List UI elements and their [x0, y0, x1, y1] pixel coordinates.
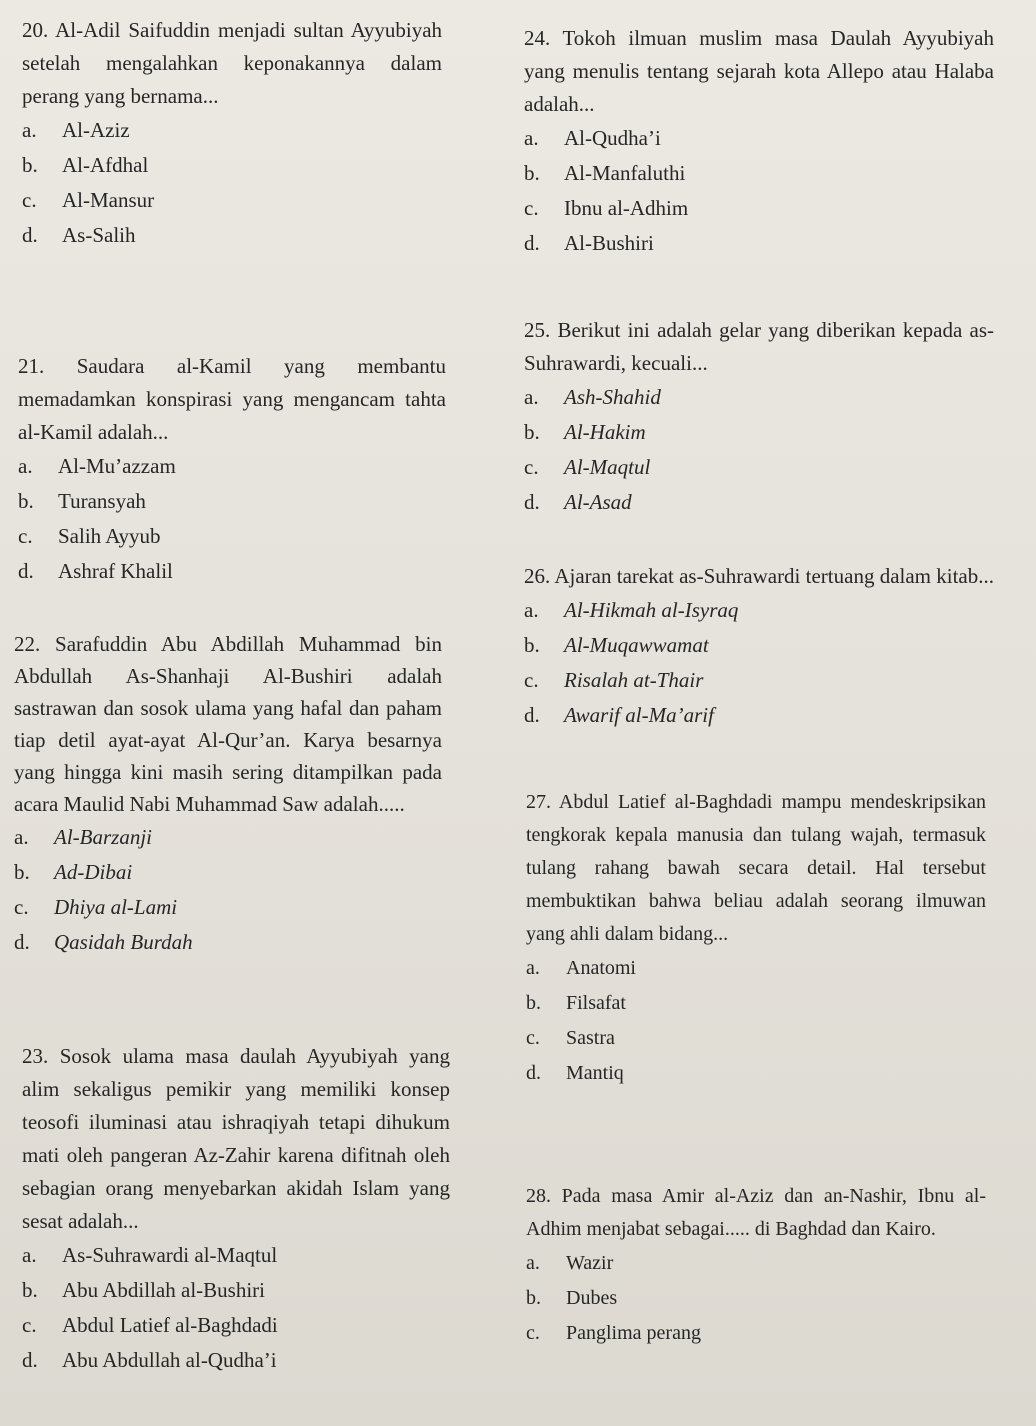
option-d[interactable]: d. Ashraf Khalil	[18, 559, 173, 583]
option-c[interactable]: c. Risalah at-Thair	[524, 668, 704, 692]
option-d[interactable]: d. Al-Asad	[524, 490, 632, 514]
option-list	[14, 820, 442, 960]
question-number: 21.	[18, 354, 45, 378]
option-b[interactable]: b. Al-Afdhal	[22, 153, 149, 177]
option-b[interactable]: b. Abu Abdillah al-Bushiri	[22, 1278, 265, 1302]
question-stem: Saudara al-Kamil yang membantu memadamkan konspirasi yang mengancam tahta al-Kamil adalah...	[18, 354, 446, 444]
question-28	[526, 1180, 986, 1351]
option-a[interactable]: a. Al-Aziz	[22, 118, 130, 142]
question-20	[22, 14, 442, 253]
question-number: 28.	[526, 1185, 551, 1207]
question-stem: Tokoh ilmuan muslim masa Daulah Ayyubiyah yang menulis tentang sejarah kota Allepo atau Halaba adalah...	[524, 26, 994, 116]
question-stem: Sarafuddin Abu Abdillah Muhammad bin Abdullah As-Shanhaji Al-Bushiri adalah sastrawan dan sosok ulama yang hafal dan paham tiap detil ayat-ayat Al-Qur’an. Karya besarnya yang hingga kini masih sering ditampilkan pada acara Maulid Nabi Muhammad Saw adalah.....	[14, 632, 443, 816]
option-c[interactable]: c. Al-Mansur	[22, 188, 155, 212]
option-c[interactable]: c. Sastra	[526, 1027, 615, 1049]
question-number: 20.	[22, 18, 49, 42]
option-a[interactable]: a. As-Suhrawardi al-Maqtul	[22, 1243, 278, 1267]
option-a[interactable]: a. Al-Barzanji	[14, 825, 152, 849]
option-c[interactable]: c. Ibnu al-Adhim	[524, 196, 689, 220]
option-b[interactable]: b. Al-Muqawwamat	[524, 633, 709, 657]
option-a[interactable]: a. Al-Hikmah al-Isyraq	[524, 598, 739, 622]
option-list	[524, 380, 994, 520]
option-b[interactable]: b. Filsafat	[526, 992, 626, 1014]
question-stem: Sosok ulama masa daulah Ayyubiyah yang alim sekaligus pemikir yang memiliki konsep teosofi iluminasi atau ishraqiyah tetapi dihukum mati oleh pangeran Az-Zahir karena difitnah oleh sebagian orang menyebarkan akidah Islam yang sesat adalah...	[22, 1044, 450, 1233]
option-b[interactable]: b. Turansyah	[18, 489, 146, 513]
option-list	[22, 1238, 450, 1378]
question-stem: Berikut ini adalah gelar yang diberikan kepada as-Suhrawardi, kecuali...	[524, 318, 994, 375]
question-number: 23.	[22, 1044, 49, 1068]
option-a[interactable]: a. Ash-Shahid	[524, 385, 661, 409]
option-b[interactable]: b. Dubes	[526, 1287, 618, 1309]
question-number: 25.	[524, 318, 551, 342]
option-a[interactable]: a. Al-Mu’azzam	[18, 454, 176, 478]
question-number: 24.	[524, 26, 551, 50]
question-stem: Pada masa Amir al-Aziz dan an-Nashir, Ibnu al-Adhim menjabat sebagai..... di Baghdad dan Kairo.	[526, 1185, 986, 1240]
option-d[interactable]: d. Abu Abdullah al-Qudha’i	[22, 1348, 277, 1372]
question-25	[524, 314, 994, 520]
option-c[interactable]: c. Abdul Latief al-Baghdadi	[22, 1313, 278, 1337]
question-stem: Abdul Latief al-Baghdadi mampu mendeskripsikan tengkorak kepala manusia dan tulang wajah, termasuk tulang rahang bawah secara detail. Hal tersebut membuktikan bahwa beliau adalah seorang ilmuwan yang ahli dalam bidang...	[526, 791, 986, 945]
option-d[interactable]: d. Mantiq	[526, 1062, 624, 1084]
option-c[interactable]: c. Panglima perang	[526, 1322, 701, 1344]
option-d[interactable]: d. Al-Bushiri	[524, 231, 654, 255]
option-a[interactable]: a. Al-Qudha’i	[524, 126, 661, 150]
option-b[interactable]: b. Ad-Dibai	[14, 860, 133, 884]
option-d[interactable]: d. As-Salih	[22, 223, 136, 247]
option-b[interactable]: b. Al-Hakim	[524, 420, 646, 444]
option-list	[524, 593, 994, 733]
question-number: 22.	[14, 632, 41, 656]
question-22	[14, 628, 442, 960]
question-21	[18, 350, 446, 589]
option-list	[526, 1246, 986, 1351]
option-d[interactable]: d. Awarif al-Ma’arif	[524, 703, 714, 727]
question-stem: Ajaran tarekat as-Suhrawardi tertuang dalam kitab...	[554, 564, 995, 588]
option-a[interactable]: a. Anatomi	[526, 957, 636, 979]
option-list	[524, 121, 994, 261]
question-stem: Al-Adil Saifuddin menjadi sultan Ayyubiyah setelah mengalahkan keponakannya dalam perang yang bernama...	[22, 18, 443, 108]
option-c[interactable]: c. Al-Maqtul	[524, 455, 651, 479]
question-26	[524, 560, 994, 733]
option-c[interactable]: c. Dhiya al-Lami	[14, 895, 178, 919]
option-a[interactable]: a. Wazir	[526, 1252, 614, 1274]
option-d[interactable]: d. Qasidah Burdah	[14, 930, 193, 954]
option-list	[526, 951, 986, 1091]
question-number: 26.	[524, 564, 551, 588]
question-24	[524, 22, 994, 261]
question-number: 27.	[526, 791, 551, 813]
question-23	[22, 1040, 450, 1378]
question-27	[526, 786, 986, 1091]
option-list	[22, 113, 442, 253]
option-b[interactable]: b. Al-Manfaluthi	[524, 161, 686, 185]
option-list	[18, 449, 446, 589]
option-c[interactable]: c. Salih Ayyub	[18, 524, 161, 548]
